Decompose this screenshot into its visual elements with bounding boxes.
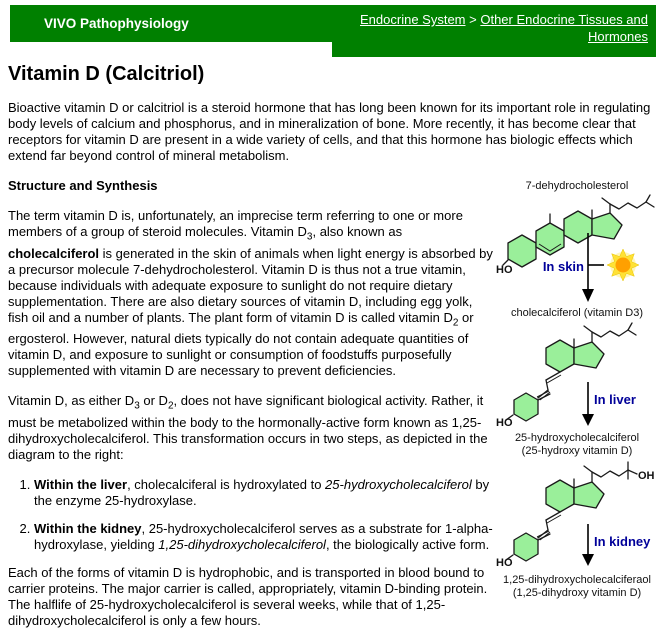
metabolism-steps-list [8,477,496,553]
site-title: VIVO Pathophysiology [44,16,189,31]
ho-label-2: HO [496,417,513,429]
compound-label-7-dehydrocholesterol: 7-dehydrocholesterol [525,180,629,192]
side-chain [584,323,636,342]
section-heading: Structure and Synthesis [8,178,158,193]
diene-chain [538,372,561,400]
compound-label-1-25-dihydroxy: 1,25-dihydroxycholecalciferaol (1,25-dihydroxy vitamin D) [503,574,651,599]
step-liver-item: 1. Within the liver, cholecalciferal is hydroxylated to 25-hydroxycholecalciferol by the enzyme 25-hydroxylase. [34,477,496,509]
down-arrow-icon-kidney [582,524,594,566]
ho-label-1: HO [496,264,513,276]
structure-25-hydroxycholecalciferol-figure [496,460,656,572]
breadcrumb-link-endocrine-system[interactable]: Endocrine System [360,12,466,27]
oh-label: OH [638,470,655,482]
down-arrow-icon-skin [582,233,604,302]
article [8,62,658,643]
metabolism-paragraph: Vitamin D, as either $D_3$ or $D_2$, does not have significant biological activity. Rather, it must be metabolized within the body to the hormonally-active form known as 1,25-dihydroxycholecalciferol. This transformation occurs in two steps, as depicted in the diagram to the right: [8,393,488,462]
structure-7-dehydrocholesterol-figure [496,193,656,305]
ho-label-3: HO [496,557,513,569]
breadcrumb-link-other-endocrine-tissues[interactable]: Other Endocrine Tissues and Hormones [480,12,648,44]
structure-cholecalciferol-figure [496,322,656,430]
diene-chain [538,512,561,540]
side-chain [602,195,654,213]
in-skin-label: In skin [542,259,584,274]
compound-label-cholecalciferol: cholecalciferol (vitamin D3) [510,307,644,319]
text-column [8,178,496,643]
content-row [8,178,658,643]
compound-label-25-hydroxy: 25-hydroxycholecalciferol (25-hydroxy vitamin D) [514,432,640,457]
transport-paragraph: Each of the forms of vitamin D is hydrophobic, and is transported in blood bound to carrier proteins. The major carrier is called, appropriately, vitamin D-binding protein. The halflife of 25-hydroxycholecalciferol is several weeks, while that of 1,25-dihydroxycholecalciferol is only a few hours. [8,564,488,628]
intro-paragraph: Bioactive vitamin D or calcitriol is a steroid hormone that has long been known for its important role in regulating body levels of calcium and phosphorus, and in mineralization of bone. More recently, it has become clear that receptors for vitamin D are present in a wide variety of cells, and that this hormone has biologic effects which extend far beyond control of mineral metabolism. [8,100,651,163]
sun-icon [607,249,639,281]
side-chain-with-oh [584,462,637,482]
down-arrow-icon-liver [582,382,594,426]
page-title: Vitamin D (Calcitriol) [8,63,205,85]
synthesis-paragraph: The term vitamin D is, unfortunately, an imprecise term referring to one or more members of a group of steroid molecules. Vitamin $D_3$, also known as cholecalciferol is generated in the skin of animals when light energy is absorbed by a precursor molecule 7-dehydrocholesterol. Vitamin D is thus not a true vitamin, because individuals with adequate exposure to sunlight do not require dietary supplementation. There are also dietary sources of vitamin D, including egg yolk, fish oil and a number of plants. The plant form of vitamin D is called vitamin $D_2$ or ergosterol. However, natural diets typically do not contain adequate quantities of vitamin D, and exposure to sunlight or consumption of foodstuffs purposefully supplemented with vitamin D are necessary to prevent deficiencies. [8,208,493,379]
breadcrumb-separator: > [465,12,481,27]
in-kidney-label: In kidney [594,534,651,549]
step-kidney-item: 2. Within the kidney, 25-hydroxycholecalciferol serves as a substrate for 1-alpha-hydroxylase, yielding 1,25-dihydroxycholecalciferol, the biologically active form. [34,521,496,553]
in-liver-label: In liver [594,392,636,407]
vitamin-d-pathway-diagram [496,180,658,643]
breadcrumb [332,5,656,57]
